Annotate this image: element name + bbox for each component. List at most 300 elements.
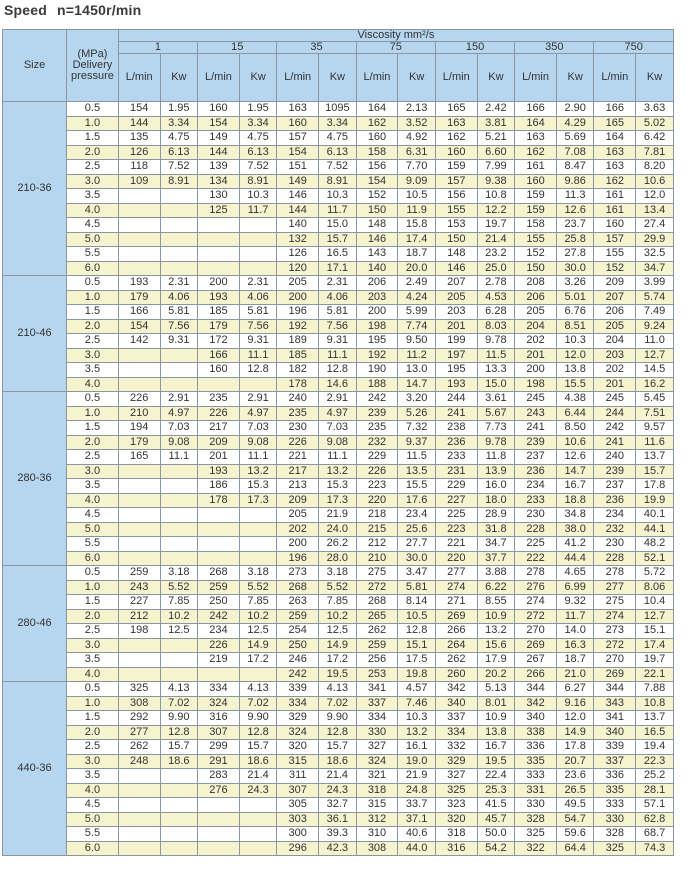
power-cell: 11.7	[239, 203, 277, 218]
power-cell: 59.6	[556, 827, 594, 842]
flow-cell: 156	[435, 189, 477, 204]
power-cell: 64.4	[556, 841, 594, 856]
power-cell: 5.21	[477, 131, 515, 146]
flow-cell	[118, 508, 160, 523]
power-cell: 42.3	[319, 841, 357, 856]
flow-cell: 210	[118, 406, 160, 421]
viscosity-header: Viscosity mm²/s	[118, 30, 673, 42]
power-cell: 2.78	[477, 276, 515, 291]
power-cell: 17.6	[398, 493, 436, 508]
size-cell: 210-46	[3, 276, 67, 392]
power-cell: 10.8	[636, 696, 674, 711]
power-cell: 13.7	[636, 450, 674, 465]
flow-cell	[198, 522, 240, 537]
flow-cell: 263	[277, 595, 319, 610]
power-cell: 17.2	[239, 653, 277, 668]
speed-value: n=1450r/min	[57, 2, 142, 18]
flow-cell: 231	[435, 464, 477, 479]
flow-cell	[118, 377, 160, 392]
pressure-cell: 4.5	[67, 508, 119, 523]
power-cell: 4.38	[556, 392, 594, 407]
flow-cell: 155	[594, 247, 636, 262]
flow-cell: 172	[198, 334, 240, 349]
flow-cell: 303	[277, 812, 319, 827]
power-cell: 13.7	[636, 711, 674, 726]
unit-power-header: Kw	[556, 54, 594, 102]
flow-cell: 109	[118, 174, 160, 189]
pressure-cell: 0.5	[67, 392, 119, 407]
power-cell: 19.5	[319, 667, 357, 682]
power-cell: 30.0	[556, 261, 594, 276]
power-cell: 23.6	[556, 769, 594, 784]
flow-cell: 266	[515, 667, 557, 682]
flow-cell: 150	[356, 203, 398, 218]
flow-cell: 221	[277, 450, 319, 465]
power-cell: 7.88	[636, 682, 674, 697]
power-cell: 3.18	[319, 566, 357, 581]
pressure-cell: 1.0	[67, 116, 119, 131]
table-row	[3, 566, 674, 581]
flow-cell: 241	[435, 406, 477, 421]
unit-power-header: Kw	[160, 54, 198, 102]
pressure-cell: 5.5	[67, 247, 119, 262]
power-cell: 13.4	[636, 203, 674, 218]
table-row	[3, 537, 674, 552]
power-cell: 15.6	[477, 638, 515, 653]
power-cell: 9.86	[556, 174, 594, 189]
flow-cell: 140	[356, 261, 398, 276]
pressure-cell: 3.5	[67, 479, 119, 494]
power-cell: 5.52	[160, 580, 198, 595]
flow-cell: 206	[515, 290, 557, 305]
flow-cell: 344	[594, 682, 636, 697]
power-cell: 2.31	[239, 276, 277, 291]
power-cell: 9.38	[477, 174, 515, 189]
power-cell: 8.91	[239, 174, 277, 189]
table-row	[3, 551, 674, 566]
power-cell: 16.3	[556, 638, 594, 653]
power-cell	[239, 551, 277, 566]
power-cell: 13.8	[477, 725, 515, 740]
power-cell: 24.0	[319, 522, 357, 537]
flow-cell: 198	[356, 319, 398, 334]
power-cell	[160, 638, 198, 653]
unit-flow-header: L/min	[515, 54, 557, 102]
flow-cell: 206	[356, 276, 398, 291]
flow-cell: 325	[515, 827, 557, 842]
power-cell: 9.90	[319, 711, 357, 726]
power-cell: 9.08	[160, 435, 198, 450]
unit-power-header: Kw	[319, 54, 357, 102]
flow-cell: 162	[356, 116, 398, 131]
flow-cell: 274	[515, 595, 557, 610]
power-cell: 8.01	[477, 696, 515, 711]
power-cell: 3.26	[556, 276, 594, 291]
power-cell	[239, 218, 277, 233]
power-cell: 21.4	[477, 232, 515, 247]
flow-cell	[118, 261, 160, 276]
power-cell: 12.8	[160, 725, 198, 740]
flow-cell: 240	[594, 450, 636, 465]
flow-cell: 201	[515, 348, 557, 363]
power-cell: 10.9	[477, 711, 515, 726]
viscosity-75: 75	[356, 42, 435, 54]
power-cell: 12.7	[636, 609, 674, 624]
power-cell	[160, 479, 198, 494]
power-cell: 37.1	[398, 812, 436, 827]
power-cell: 15.1	[398, 638, 436, 653]
pressure-cell: 1.0	[67, 290, 119, 305]
power-cell: 6.13	[160, 145, 198, 160]
flow-cell	[118, 667, 160, 682]
power-cell: 13.5	[398, 464, 436, 479]
flow-cell: 312	[356, 812, 398, 827]
flow-cell: 162	[594, 174, 636, 189]
flow-cell: 166	[594, 102, 636, 117]
flow-cell: 159	[435, 160, 477, 175]
flow-cell: 307	[277, 783, 319, 798]
power-cell: 33.7	[398, 798, 436, 813]
table-row	[3, 290, 674, 305]
flow-cell: 157	[277, 131, 319, 146]
flow-cell: 324	[356, 754, 398, 769]
flow-cell: 222	[515, 551, 557, 566]
flow-cell: 164	[515, 116, 557, 131]
flow-cell: 185	[198, 305, 240, 320]
power-cell: 7.02	[160, 696, 198, 711]
table-row	[3, 595, 674, 610]
flow-cell: 336	[515, 740, 557, 755]
power-cell: 68.7	[636, 827, 674, 842]
flow-cell: 195	[356, 334, 398, 349]
power-cell: 38.0	[556, 522, 594, 537]
power-cell	[160, 537, 198, 552]
flow-cell: 337	[594, 754, 636, 769]
flow-cell: 268	[277, 580, 319, 595]
pressure-header-line2: Delivery	[72, 59, 113, 71]
flow-cell: 149	[277, 174, 319, 189]
power-cell: 5.13	[477, 682, 515, 697]
flow-cell: 151	[277, 160, 319, 175]
power-cell: 40.6	[398, 827, 436, 842]
size-cell: 210-36	[3, 102, 67, 276]
power-cell: 21.9	[398, 769, 436, 784]
flow-cell: 325	[594, 841, 636, 856]
power-cell: 44.1	[636, 522, 674, 537]
flow-cell: 227	[435, 493, 477, 508]
power-cell	[239, 377, 277, 392]
power-cell: 25.0	[477, 261, 515, 276]
pressure-cell: 2.0	[67, 319, 119, 334]
flow-cell: 160	[594, 218, 636, 233]
flow-cell: 179	[118, 290, 160, 305]
power-cell: 29.9	[636, 232, 674, 247]
pressure-cell: 1.5	[67, 131, 119, 146]
flow-cell: 259	[118, 566, 160, 581]
pressure-cell: 4.5	[67, 798, 119, 813]
pressure-cell: 4.0	[67, 203, 119, 218]
power-cell: 10.3	[239, 189, 277, 204]
power-cell: 34.7	[636, 261, 674, 276]
size-column-header: Size	[3, 30, 67, 102]
pressure-cell: 3.0	[67, 638, 119, 653]
flow-cell: 242	[356, 392, 398, 407]
flow-cell: 339	[594, 740, 636, 755]
flow-cell: 229	[435, 479, 477, 494]
power-cell	[160, 841, 198, 856]
flow-cell	[118, 798, 160, 813]
power-cell: 13.2	[477, 624, 515, 639]
power-cell: 7.52	[319, 160, 357, 175]
power-cell	[160, 377, 198, 392]
power-cell: 4.75	[319, 131, 357, 146]
power-cell: 48.2	[636, 537, 674, 552]
power-cell: 14.0	[556, 624, 594, 639]
power-cell: 11.9	[398, 203, 436, 218]
flow-cell: 283	[198, 769, 240, 784]
flow-cell: 221	[435, 537, 477, 552]
flow-cell: 140	[277, 218, 319, 233]
power-cell: 4.97	[160, 406, 198, 421]
power-cell: 19.9	[636, 493, 674, 508]
power-cell: 11.1	[319, 348, 357, 363]
performance-table	[2, 29, 674, 856]
flow-cell: 196	[277, 551, 319, 566]
flow-cell: 275	[594, 595, 636, 610]
flow-cell: 265	[356, 609, 398, 624]
power-cell: 5.69	[556, 131, 594, 146]
power-cell: 4.06	[239, 290, 277, 305]
flow-cell: 230	[515, 508, 557, 523]
power-cell: 3.20	[398, 392, 436, 407]
power-cell: 4.65	[556, 566, 594, 581]
power-cell: 18.7	[398, 247, 436, 262]
flow-cell: 217	[198, 421, 240, 436]
flow-cell: 330	[515, 798, 557, 813]
flow-cell: 212	[118, 609, 160, 624]
power-cell: 10.2	[160, 609, 198, 624]
flow-cell: 220	[356, 493, 398, 508]
power-cell: 5.02	[636, 116, 674, 131]
pressure-cell: 4.0	[67, 493, 119, 508]
flow-cell: 308	[118, 696, 160, 711]
power-cell: 21.4	[239, 769, 277, 784]
flow-cell: 154	[198, 116, 240, 131]
pressure-header-line3: pressure	[71, 70, 114, 82]
power-cell: 11.5	[398, 450, 436, 465]
flow-cell: 239	[594, 464, 636, 479]
pressure-cell: 3.5	[67, 769, 119, 784]
flow-cell: 232	[356, 435, 398, 450]
flow-cell: 321	[356, 769, 398, 784]
flow-cell: 120	[277, 261, 319, 276]
power-cell: 16.7	[556, 479, 594, 494]
flow-cell: 139	[198, 160, 240, 175]
flow-cell: 235	[198, 392, 240, 407]
flow-cell: 242	[594, 421, 636, 436]
flow-cell: 274	[594, 609, 636, 624]
table-row	[3, 827, 674, 842]
power-cell: 19.8	[398, 667, 436, 682]
unit-flow-header: L/min	[277, 54, 319, 102]
power-cell: 7.56	[319, 319, 357, 334]
power-cell	[239, 522, 277, 537]
flow-cell: 262	[356, 624, 398, 639]
flow-cell: 308	[356, 841, 398, 856]
flow-cell: 219	[198, 653, 240, 668]
flow-cell: 203	[356, 290, 398, 305]
power-cell	[239, 247, 277, 262]
flow-cell: 270	[515, 624, 557, 639]
flow-cell: 328	[515, 812, 557, 827]
unit-power-header: Kw	[239, 54, 277, 102]
flow-cell: 305	[277, 798, 319, 813]
power-cell: 17.4	[398, 232, 436, 247]
power-cell: 3.99	[636, 276, 674, 291]
pressure-cell: 1.5	[67, 711, 119, 726]
flow-cell: 193	[435, 377, 477, 392]
power-cell: 9.09	[398, 174, 436, 189]
flow-cell: 226	[198, 406, 240, 421]
power-cell	[160, 508, 198, 523]
flow-cell: 202	[594, 363, 636, 378]
flow-cell: 159	[515, 203, 557, 218]
power-cell: 12.6	[556, 203, 594, 218]
power-cell	[160, 812, 198, 827]
table-row	[3, 377, 674, 392]
power-cell: 1.95	[239, 102, 277, 117]
flow-cell	[118, 537, 160, 552]
flow-cell: 208	[515, 276, 557, 291]
power-cell: 8.51	[556, 319, 594, 334]
power-cell: 7.85	[160, 595, 198, 610]
power-cell	[160, 667, 198, 682]
flow-cell: 154	[277, 145, 319, 160]
power-cell: 21.4	[319, 769, 357, 784]
flow-cell: 152	[356, 189, 398, 204]
power-cell	[160, 348, 198, 363]
table-row	[3, 421, 674, 436]
flow-cell: 198	[118, 624, 160, 639]
flow-cell: 161	[594, 189, 636, 204]
flow-cell: 328	[594, 827, 636, 842]
pressure-cell: 4.0	[67, 783, 119, 798]
table-row	[3, 479, 674, 494]
table-row	[3, 711, 674, 726]
table-row	[3, 174, 674, 189]
table-row	[3, 319, 674, 334]
power-cell	[160, 464, 198, 479]
flow-cell	[118, 841, 160, 856]
flow-cell: 316	[198, 711, 240, 726]
flow-cell: 241	[594, 435, 636, 450]
power-cell: 7.03	[239, 421, 277, 436]
flow-cell: 212	[356, 537, 398, 552]
flow-cell	[118, 783, 160, 798]
power-cell: 20.2	[477, 667, 515, 682]
power-cell: 3.63	[636, 102, 674, 117]
power-cell: 12.0	[556, 348, 594, 363]
power-cell: 40.1	[636, 508, 674, 523]
power-cell: 4.24	[398, 290, 436, 305]
pressure-cell: 6.0	[67, 261, 119, 276]
power-cell: 15.0	[477, 377, 515, 392]
flow-cell: 259	[277, 609, 319, 624]
power-cell: 16.2	[636, 377, 674, 392]
power-cell: 15.7	[319, 232, 357, 247]
power-cell: 18.7	[556, 653, 594, 668]
power-cell	[160, 363, 198, 378]
table-row	[3, 435, 674, 450]
flow-cell: 205	[594, 319, 636, 334]
flow-cell: 178	[277, 377, 319, 392]
power-cell: 6.27	[556, 682, 594, 697]
flow-cell: 291	[198, 754, 240, 769]
flow-cell: 223	[356, 479, 398, 494]
flow-cell: 236	[594, 493, 636, 508]
power-cell: 12.0	[556, 711, 594, 726]
power-cell: 15.7	[160, 740, 198, 755]
pressure-cell: 3.5	[67, 363, 119, 378]
power-cell: 4.29	[556, 116, 594, 131]
flow-cell: 276	[198, 783, 240, 798]
flow-cell: 229	[356, 450, 398, 465]
viscosity-150: 150	[435, 42, 514, 54]
power-cell: 10.3	[319, 189, 357, 204]
power-cell: 7.51	[636, 406, 674, 421]
flow-cell	[118, 638, 160, 653]
unit-power-header: Kw	[398, 54, 436, 102]
power-cell: 22.4	[477, 769, 515, 784]
table-row	[3, 783, 674, 798]
flow-cell	[118, 189, 160, 204]
flow-cell	[118, 203, 160, 218]
power-cell: 19.5	[477, 754, 515, 769]
power-cell: 7.32	[398, 421, 436, 436]
power-cell: 9.78	[477, 334, 515, 349]
flow-cell: 276	[515, 580, 557, 595]
flow-cell: 241	[515, 421, 557, 436]
flow-cell: 277	[594, 580, 636, 595]
flow-cell: 150	[515, 261, 557, 276]
flow-cell: 166	[118, 305, 160, 320]
flow-cell	[198, 261, 240, 276]
power-cell	[160, 551, 198, 566]
pressure-cell: 1.5	[67, 421, 119, 436]
pressure-cell: 2.0	[67, 435, 119, 450]
flow-cell: 342	[435, 682, 477, 697]
flow-cell: 324	[198, 696, 240, 711]
flow-cell: 146	[277, 189, 319, 204]
viscosity-35: 35	[277, 42, 356, 54]
power-cell: 44.0	[398, 841, 436, 856]
flow-cell: 226	[118, 392, 160, 407]
flow-cell: 233	[435, 450, 477, 465]
flow-cell: 203	[594, 348, 636, 363]
flow-cell: 270	[594, 653, 636, 668]
power-cell: 19.0	[398, 754, 436, 769]
flow-cell: 164	[356, 102, 398, 117]
flow-cell: 209	[198, 435, 240, 450]
flow-cell	[198, 551, 240, 566]
power-cell: 7.99	[477, 160, 515, 175]
table-row	[3, 189, 674, 204]
table-row	[3, 305, 674, 320]
flow-cell: 341	[356, 682, 398, 697]
pressure-cell: 6.0	[67, 841, 119, 856]
table-row	[3, 653, 674, 668]
power-cell: 26.5	[556, 783, 594, 798]
